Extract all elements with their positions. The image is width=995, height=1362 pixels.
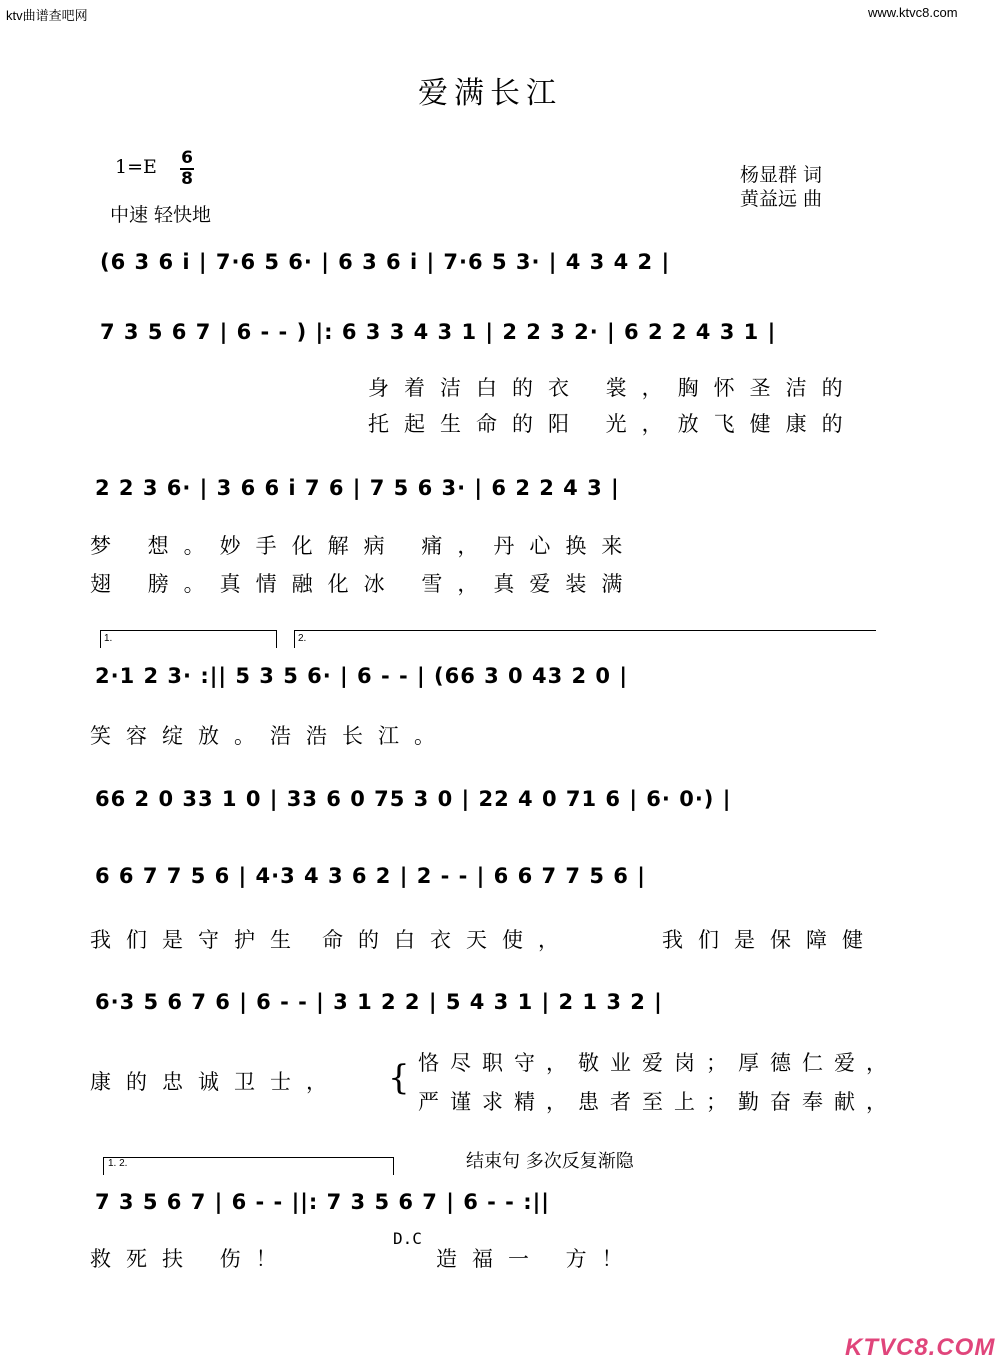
lyric-line6a: 救死扶 伤！ [90, 1247, 292, 1271]
ending-instruction: 结束句 多次反复渐隐 [466, 1151, 634, 1172]
volta-first-second-label: 1. 2. [108, 1158, 128, 1169]
key-signature: 1=E [115, 156, 157, 178]
site-logo: KTVC8.COM [845, 1334, 995, 1361]
notation-line-3: 2 2 3 6· | 3 6 6 i 7 6 | 7 5 6 3· | 6 2 2 4 3 | [95, 476, 620, 500]
volta-first [100, 630, 276, 631]
lyric-verse1-line1: 身着洁白的衣 裳，胸怀圣洁的 [368, 376, 858, 400]
notation-line-1: (6 3 6 i | 7·6 5 6· | 6 3 6 i | 7·6 5 3· | 4 3 4 2 | [100, 250, 671, 274]
lyric-line4c: 我们是保障健 [662, 928, 878, 952]
notation-line-4: 2·1 2 3· :|| 5 3 5 6· | 6 - - | (66 3 0 43 2 0 | [95, 664, 629, 688]
lyric-line5c: 严谨求精，患者至上；勤奋奉献， [418, 1090, 898, 1114]
time-bottom: 8 [181, 169, 193, 189]
lyric-line4a: 我们是守护生 [90, 928, 306, 952]
lyric-line5a: 康的忠诚卫士， [90, 1070, 342, 1094]
volta-first-label: 1. [104, 633, 113, 644]
tempo-marking: 中速 轻快地 [110, 204, 212, 226]
volta-first-second [103, 1157, 393, 1158]
lyric-line4b: 命的白衣天使， [322, 928, 574, 952]
da-capo-mark: D.C [393, 1229, 422, 1248]
notation-line-6: 6 6 7 7 5 6 | 4·3 4 3 6 2 | 2 - - | 6 6 7 7 5 6 | [95, 864, 646, 888]
lyric-line5b: 恪尽职守，敬业爱岗；厚德仁爱， [418, 1051, 898, 1075]
watermark-right: www.ktvc8.com [868, 5, 958, 20]
watermark-left: ktv曲谱查吧网 [6, 8, 88, 23]
volta-second-label: 2. [298, 633, 307, 644]
lyric-verse2-line1: 托起生命的阳 光，放飞健康的 [368, 412, 858, 436]
time-signature [180, 150, 194, 188]
lyricist-credit: 杨显群 词 [740, 164, 823, 186]
lyric-line3: 笑容绽放。浩浩长江。 [90, 724, 450, 748]
notation-line-7: 6·3 5 6 7 6 | 6 - - | 3 1 2 2 | 5 4 3 1 | 2 1 3 2 | [95, 990, 663, 1014]
time-top: 6 [181, 148, 193, 168]
lyric-verse2-line2: 翅 膀。真情融化冰 雪，真爱装满 [90, 572, 638, 596]
notation-line-2: 7 3 5 6 7 | 6 - - ) |: 6 3 3 4 3 1 | 2 2 3 2· | 6 2 2 4 3 1 | [100, 320, 777, 344]
song-title: 爱满长江 [418, 76, 562, 111]
lyric-verse1-line2: 梦 想。妙手化解病 痛，丹心换来 [90, 534, 638, 558]
composer-credit: 黄益远 曲 [740, 188, 823, 210]
lyric-line6b: 造福一 方！ [436, 1247, 638, 1271]
verse-brace: { [388, 1058, 410, 1098]
volta-second [294, 630, 876, 631]
notation-line-8: 7 3 5 6 7 | 6 - - ||: 7 3 5 6 7 | 6 - - :|| [95, 1190, 550, 1214]
notation-line-5: 66 2 0 33 1 0 | 33 6 0 75 3 0 | 22 4 0 71 6 | 6· 0·) | [95, 787, 732, 811]
